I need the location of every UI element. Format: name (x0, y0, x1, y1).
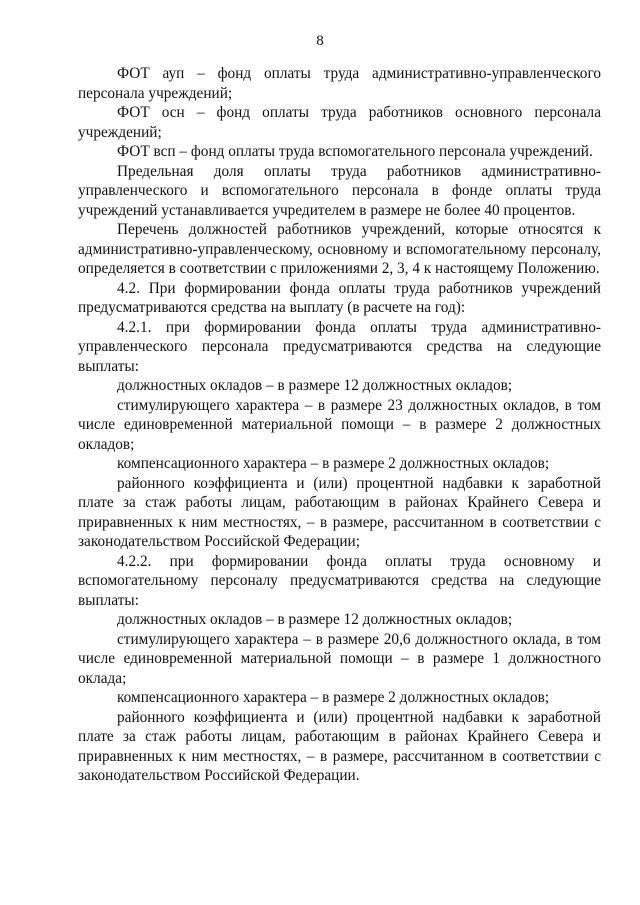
paragraph-compensation-aup: компенсационного характера – в размере 2 должностных окладов; (117, 455, 550, 472)
paragraph-regional-main: районного коэффициента и (или) процентной надбавки к заработной плате за стаж работы лицам, работающим в районах Крайнего Севера и приравненных к ним местностях, – в размере, рассчитанном в соответствии с законодательством Российской Федерации. (78, 708, 601, 784)
paragraph-fot-vsp: ФОТ всп – фонд оплаты труда вспомогательного персонала учреждений. (117, 143, 593, 160)
paragraph-fot-osn: ФОТ осн – фонд оплаты труда работников основного персонала учреждений; (78, 104, 601, 141)
paragraph-max-share: Предельная доля оплаты труда работников административно-управленческого и вспомогательного персонала в фонде оплаты труда учреждений устанавливается учредителем в размере не более 40 процентов. (78, 162, 601, 219)
paragraph-compensation-main: компенсационного характера – в размере 2 должностных окладов; (117, 689, 550, 706)
paragraph-section-4-2: 4.2. При формировании фонда оплаты труда работников учреждений предусматриваются средства на выплату (в расчете на год): (78, 279, 601, 316)
paragraph-section-4-2-2: 4.2.2. при формировании фонда оплаты труда основному и вспомогательному персоналу предусматриваются средства на следующие выплаты: (78, 552, 601, 609)
paragraph-incentive-main: стимулирующего характера – в размере 20,6 должностного оклада, в том числе единовременной материальной помощи – в размере 1 должностного оклада; (78, 630, 601, 687)
paragraph-incentive-aup: стимулирующего характера – в размере 23 должностных окладов, в том числе единовременной материальной помощи – в размере 2 должностных окладов; (78, 396, 601, 453)
document-body (78, 64, 601, 786)
paragraph-section-4-2-1: 4.2.1. при формировании фонда оплаты труда административно-управленческого персонала предусматриваются средства на следующие выплаты: (78, 318, 601, 375)
paragraph-fot-aup: ФОТ ауп – фонд оплаты труда административно-управленческого персонала учреждений; (78, 65, 601, 102)
paragraph-salaries-aup: должностных окладов – в размере 12 должностных окладов; (117, 377, 513, 394)
paragraph-positions-list: Перечень должностей работников учреждений, которые относятся к административно-управленческому, основному и вспомогательному персоналу, определяется в соответствии с приложениями 2, 3, 4 к настоящему Положению. (78, 221, 601, 277)
paragraph-regional-aup: районного коэффициента и (или) процентной надбавки к заработной плате за стаж работы лицам, работающим в районах Крайнего Севера и приравненных к ним местностях, – в размере, рассчитанном в соответствии с законодательством Российской Федерации; (78, 474, 601, 550)
page-number: 8 (316, 33, 324, 49)
paragraph-salaries-main: должностных окладов – в размере 12 должностных окладов; (117, 611, 513, 628)
